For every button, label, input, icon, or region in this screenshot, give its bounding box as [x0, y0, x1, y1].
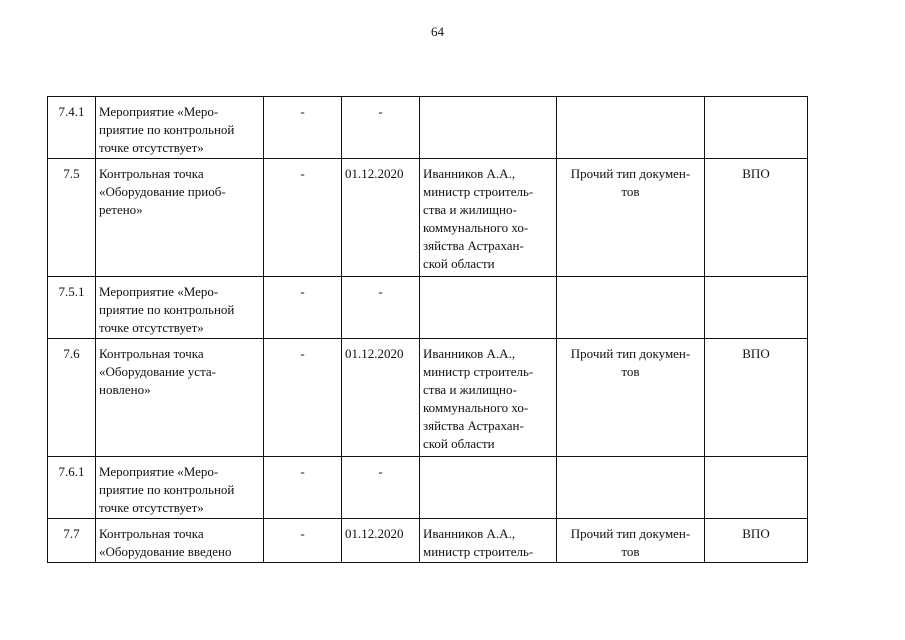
row-number: 7.6 — [48, 339, 96, 457]
row-number: 7.7 — [48, 519, 96, 563]
row-name: Контрольная точка «Оборудование уста- новлено» — [96, 339, 264, 457]
responsible-cell: Иванников А.А., министр строитель- ства и жилищно- коммунального хо- зяйства Астрахан- ской области — [420, 339, 557, 457]
control-level-cell: ВПО — [705, 159, 808, 277]
row-name: Контрольная точка «Оборудование введено — [96, 519, 264, 563]
document-type-cell — [557, 277, 705, 339]
control-level-cell — [705, 97, 808, 159]
document-type-cell: Прочий тип докумен- тов — [557, 159, 705, 277]
control-level-cell: ВПО — [705, 519, 808, 563]
start-date-cell: - — [264, 519, 342, 563]
start-date-cell: - — [264, 457, 342, 519]
table-row — [48, 457, 808, 519]
row-number: 7.4.1 — [48, 97, 96, 159]
document-type-cell: Прочий тип докумен- тов — [557, 339, 705, 457]
end-date-cell: 01.12.2020 — [342, 519, 420, 563]
responsible-cell — [420, 277, 557, 339]
page-number: 64 — [431, 24, 444, 39]
row-number: 7.5 — [48, 159, 96, 277]
table-row — [48, 339, 808, 457]
end-date-cell: - — [342, 97, 420, 159]
end-date-cell: 01.12.2020 — [342, 339, 420, 457]
table-row — [48, 159, 808, 277]
start-date-cell: - — [264, 339, 342, 457]
row-name: Мероприятие «Меро- приятие по контрольной точке отсутствует» — [96, 457, 264, 519]
end-date-cell: 01.12.2020 — [342, 159, 420, 277]
row-number: 7.5.1 — [48, 277, 96, 339]
control-level-cell — [705, 277, 808, 339]
table-row — [48, 519, 808, 563]
responsible-cell — [420, 97, 557, 159]
responsible-cell: Иванников А.А., министр строитель- — [420, 519, 557, 563]
table-row — [48, 97, 808, 159]
row-name: Мероприятие «Меро- приятие по контрольной точке отсутствует» — [96, 97, 264, 159]
document-type-cell — [557, 457, 705, 519]
row-name: Контрольная точка «Оборудование приоб- ретено» — [96, 159, 264, 277]
plan-table — [47, 96, 808, 563]
row-name: Мероприятие «Меро- приятие по контрольной точке отсутствует» — [96, 277, 264, 339]
end-date-cell: - — [342, 457, 420, 519]
responsible-cell — [420, 457, 557, 519]
row-number: 7.6.1 — [48, 457, 96, 519]
start-date-cell: - — [264, 277, 342, 339]
end-date-cell: - — [342, 277, 420, 339]
control-level-cell: ВПО — [705, 339, 808, 457]
control-level-cell — [705, 457, 808, 519]
table-row — [48, 277, 808, 339]
start-date-cell: - — [264, 97, 342, 159]
responsible-cell: Иванников А.А., министр строитель- ства и жилищно- коммунального хо- зяйства Астрахан- ской области — [420, 159, 557, 277]
document-type-cell: Прочий тип докумен- тов — [557, 519, 705, 563]
document-type-cell — [557, 97, 705, 159]
start-date-cell: - — [264, 159, 342, 277]
